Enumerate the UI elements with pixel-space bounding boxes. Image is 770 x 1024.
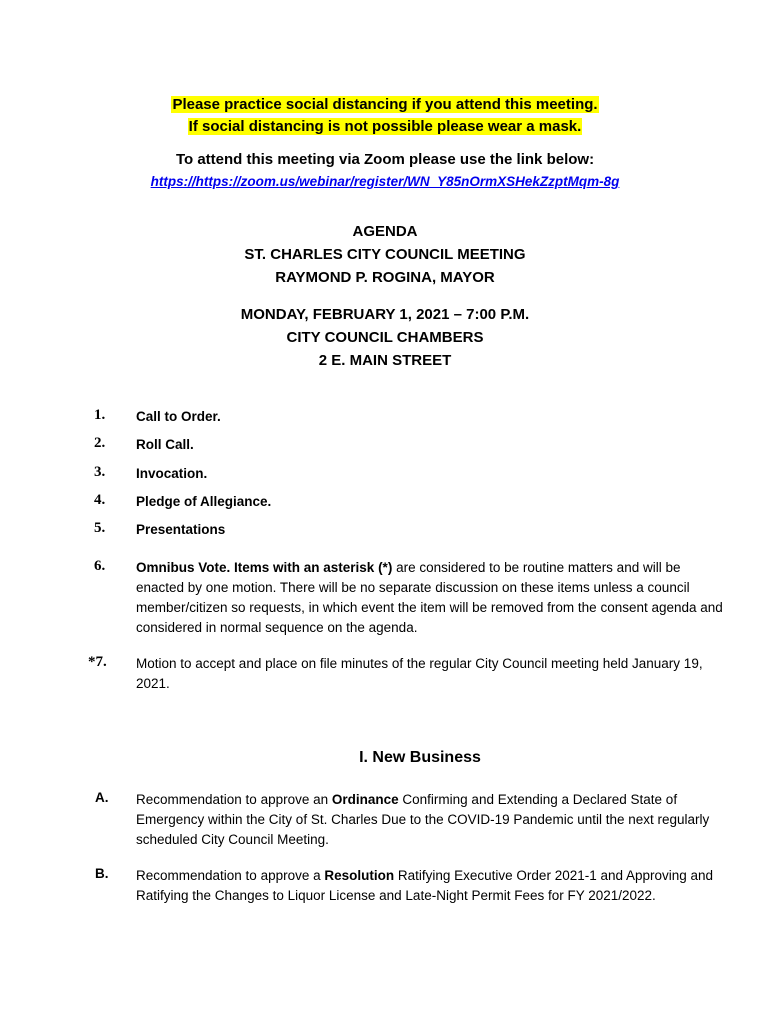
mayor-name: RAYMOND P. ROGINA, MAYOR [275,269,495,286]
item-text: Roll Call. [136,437,194,452]
business-text [136,790,731,850]
meeting-details [0,303,770,372]
item-number: 3. [94,464,106,480]
new-business-heading: I. New Business [359,749,481,766]
meeting-location: CITY COUNCIL CHAMBERS [286,329,484,346]
zoom-info [0,149,770,193]
item-text: Call to Order. [136,409,221,424]
item-number: 4. [94,492,106,508]
zoom-link[interactable]: https://https://zoom.us/webinar/register/WN_Y85nOrmXSHekZzptMqm-8g [150,174,620,189]
business-text [136,866,731,906]
omnibus-text [136,558,731,638]
meeting-title: ST. CHARLES CITY COUNCIL MEETING [244,246,526,263]
notice-line-2: If social distancing is not possible please wear a mask. [188,118,582,135]
item-number: 5. [94,520,106,536]
item-text: Presentations [136,522,226,537]
agenda-title: AGENDA [352,223,418,240]
omnibus-body: are considered to be routine matters and will be enacted by one motion. There will be no separate discussion on these items unless a council member/citizen so requests, in which event the item will be removed from the consent agenda and considered in normal sequence on the agenda. [136,560,723,635]
business-bold: Resolution [324,868,395,883]
meeting-address: 2 E. MAIN STREET [318,352,452,369]
item-letter: B. [95,866,109,881]
business-pre: Recommendation to approve an [136,792,332,807]
item-letter: A. [95,790,109,805]
covid-notice [0,94,770,138]
business-post: Ratifying Executive Order 2021-1 and Approving and Ratifying the Changes to Liquor License and Late-Night Permit Fees for FY 2021/2022. [136,868,714,903]
item-number: 2. [94,435,106,451]
zoom-intro: To attend this meeting via Zoom please use the link below: [175,151,595,168]
item-text: Motion to accept and place on file minutes of the regular City Council meeting held January 19, 2021. [136,656,703,691]
omnibus-bold: Omnibus Vote. Items with an asterisk (*) [136,560,393,575]
meeting-date: MONDAY, FEBRUARY 1, 2021 – 7:00 P.M. [240,306,530,323]
business-pre: Recommendation to approve a [136,868,325,883]
business-bold: Ordinance [331,792,399,807]
item-number: 6. [94,558,106,574]
item-number: *7. [88,654,107,670]
item-number: 1. [94,407,106,423]
item-text: Invocation. [136,466,208,481]
agenda-header [0,220,770,289]
item-text: Pledge of Allegiance. [136,494,272,509]
business-post: Confirming and Extending a Declared State of Emergency within the City of St. Charles Due to the COVID-19 Pandemic until the next regularly scheduled City Council Meeting. [136,792,710,847]
notice-line-1: Please practice social distancing if you attend this meeting. [172,96,598,113]
